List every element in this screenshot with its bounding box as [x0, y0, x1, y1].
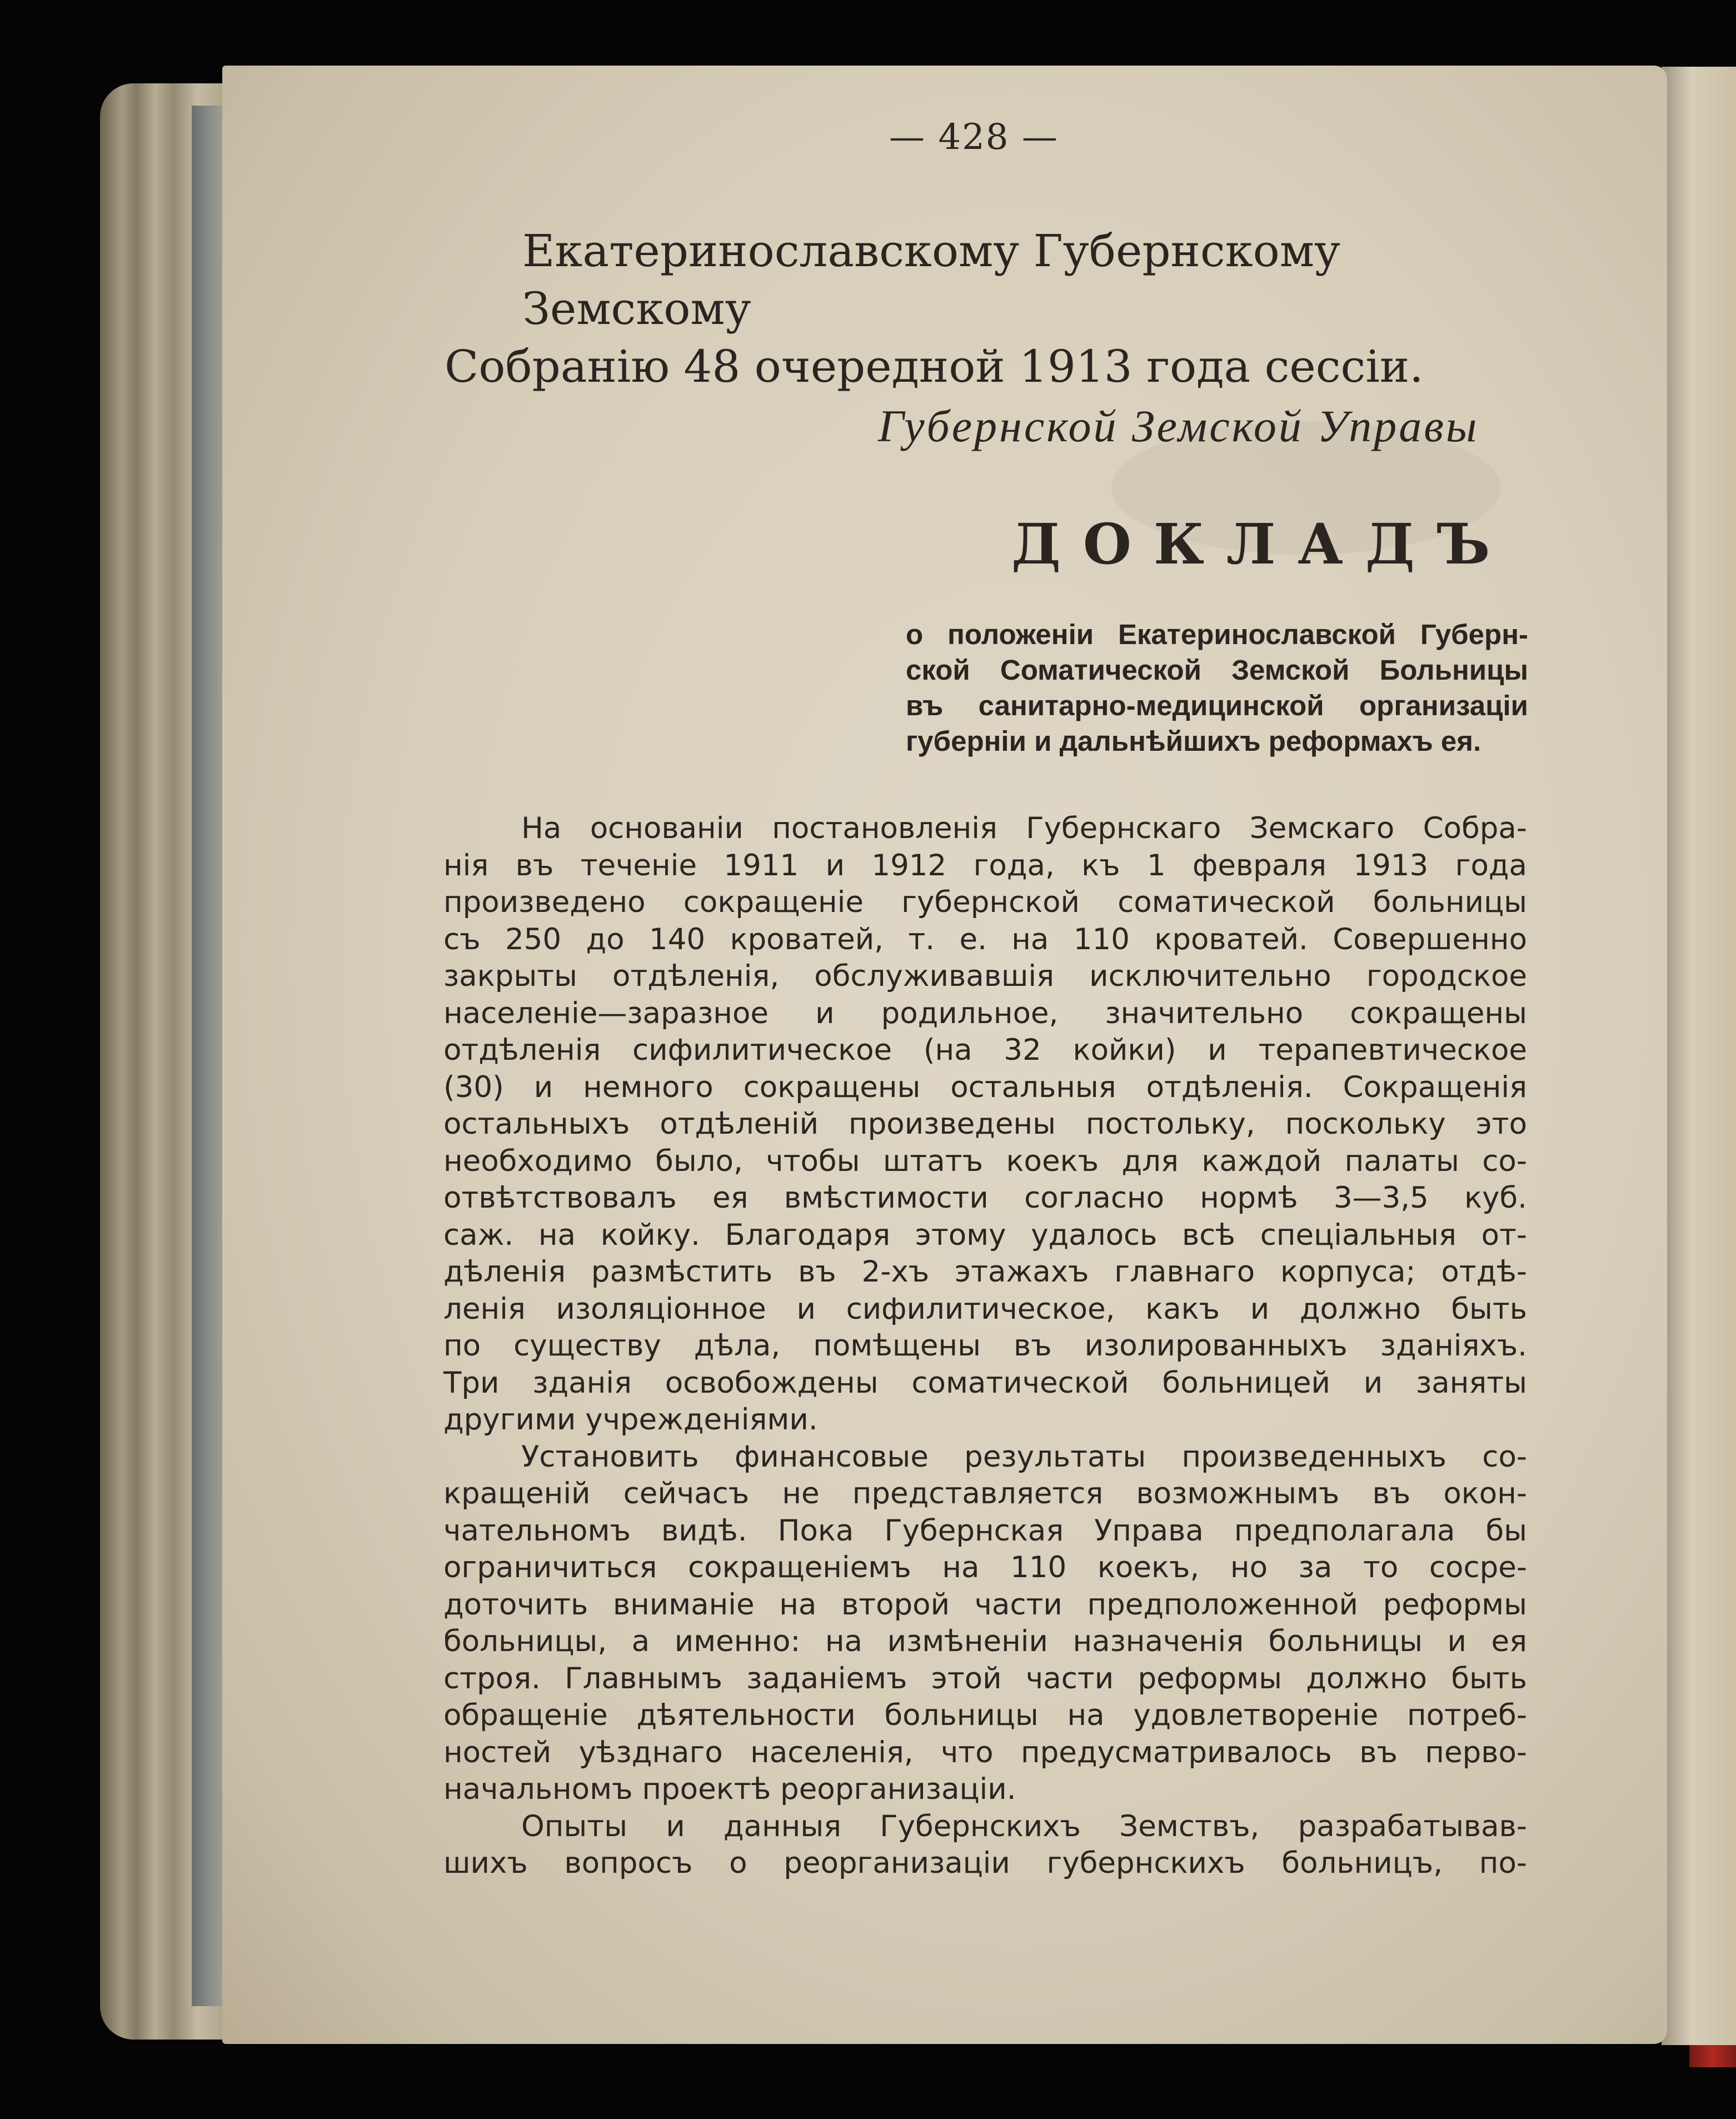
body-line: обращеніе дѣятельности больницы на удовлетвореніе потреб- — [443, 1698, 1527, 1732]
body-line: дѣленія размѣстить въ 2-хъ этажахъ главнаго корпуса; отдѣ- — [443, 1255, 1527, 1289]
report-heading: ДОКЛАДЪ — [1011, 511, 1513, 577]
body-line: населеніе—заразное и родильное, значительно сокращены — [443, 996, 1527, 1030]
body-line: (30) и немного сокращены остальныя отдѣленія. Сокращенія — [443, 1070, 1527, 1104]
body-line: нія въ теченіе 1911 и 1912 года, къ 1 февраля 1913 года — [443, 848, 1527, 882]
next-page-edge — [1662, 67, 1736, 2045]
title-line-2: Собранію 48 очередной 1913 года сессіи. — [445, 341, 1424, 392]
body-line: Три зданія освобождены соматической больницей и заняты — [443, 1365, 1527, 1400]
title-line-1: Екатеринославскому Губернскому Земскому — [522, 225, 1341, 335]
body-line: чательномъ видѣ. Пока Губернская Управа предполагала бы — [443, 1513, 1527, 1548]
body-line: ленія изоляціонное и сифилитическое, какъ и должно быть — [443, 1292, 1527, 1326]
body-text — [443, 810, 1527, 1882]
body-line: отдѣленія сифилитическое (на 32 койки) и терапевтическое — [443, 1033, 1527, 1067]
body-line: по существу дѣла, помѣщены въ изолированныхъ зданіяхъ. — [443, 1329, 1527, 1363]
body-line: строя. Главнымъ заданіемъ этой части реформы должно быть — [443, 1661, 1527, 1696]
abstract-line: губерніи и дальнѣйшихъ реформахъ ея. — [906, 725, 1481, 757]
abstract-line: о положеніи Екатеринославской Губерн- — [906, 619, 1528, 650]
body-line: доточить вниманіе на второй части предположенной реформы — [443, 1587, 1527, 1622]
body-line: необходимо было, чтобы штатъ коекъ для каждой палаты со- — [443, 1144, 1527, 1178]
body-line: шихъ вопросъ о реорганизаціи губернскихъ больницъ, по- — [443, 1846, 1527, 1880]
page-number: — 428 — — [889, 117, 1059, 158]
document-title — [445, 222, 1556, 396]
document-subtitle: Губернской Земской Управы — [878, 401, 1479, 451]
body-line: больницы, а именно: на измѣненіи назначенія больницы и ея — [443, 1624, 1527, 1658]
body-line: ностей уѣзднаго населенія, что предусматривалось въ перво- — [443, 1735, 1527, 1769]
body-line: Установить финансовые результаты произведенныхъ со- — [521, 1439, 1527, 1474]
body-line: начальномъ проектѣ реорганизаціи. — [443, 1772, 1016, 1806]
body-line: закрыты отдѣленія, обслуживавшія исключительно городское — [443, 959, 1527, 993]
body-line: саж. на койку. Благодаря этому удалось всѣ спеціальныя от- — [443, 1218, 1527, 1252]
abstract-line: въ санитарно-медицинской организаціи — [906, 690, 1528, 721]
body-line: ограничиться сокращеніемъ на 110 коекъ, но за то сосре- — [443, 1550, 1527, 1584]
body-line: отвѣтствовалъ ея вмѣстимости согласно нормѣ 3—3,5 куб. — [443, 1181, 1527, 1215]
body-line: другими учрежденіями. — [443, 1403, 818, 1437]
body-line: съ 250 до 140 кроватей, т. е. на 110 кроватей. Совершенно — [443, 922, 1527, 956]
body-line: произведено сокращеніе губернской соматической больницы — [443, 885, 1527, 919]
body-line: кращеній сейчасъ не представляется возможнымъ въ окон- — [443, 1477, 1527, 1510]
abstract-line: ской Соматической Земской Больницы — [906, 654, 1528, 686]
page-gutter-shadow — [192, 106, 222, 2006]
body-line: остальныхъ отдѣленій произведены постольку, поскольку это — [443, 1107, 1527, 1141]
body-line: Опыты и данныя Губернскихъ Земствъ, разрабатывав- — [521, 1809, 1527, 1843]
body-line: На основаніи постановленія Губернскаго Земскаго Собра- — [521, 811, 1527, 845]
report-abstract — [906, 617, 1528, 759]
